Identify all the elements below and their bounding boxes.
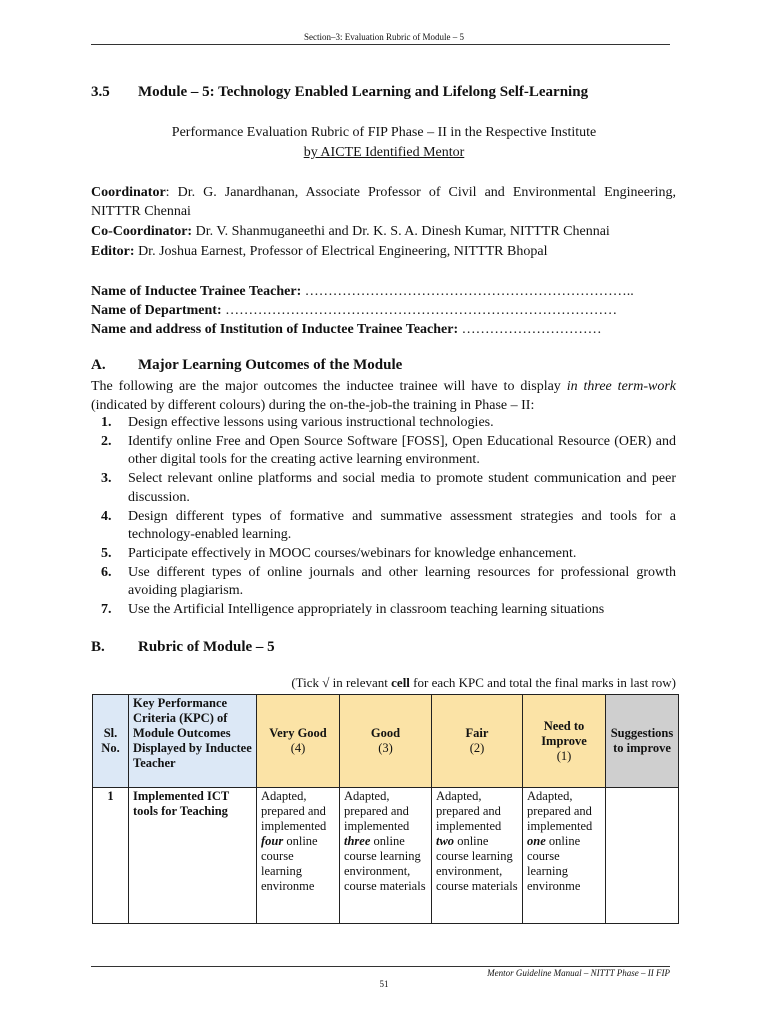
department-field[interactable] bbox=[91, 301, 676, 320]
vg-text-b: online course learning environme bbox=[261, 834, 318, 893]
good-label: Good bbox=[370, 726, 401, 740]
list-item bbox=[91, 508, 676, 545]
section-title: Module – 5: Technology Enabled Learning and Lifelong Self-Learning bbox=[138, 84, 589, 100]
row-sl: 1 bbox=[93, 788, 129, 924]
need-label: Need to Improve bbox=[541, 718, 587, 748]
page-number: 51 bbox=[379, 979, 389, 989]
g-emph: three bbox=[344, 834, 371, 848]
section-number: 3.5 bbox=[91, 84, 110, 100]
n-text-b: online course learning environme bbox=[527, 834, 581, 893]
intro-italic: in three term-work bbox=[566, 379, 677, 394]
department-label: Name of Department: bbox=[91, 303, 222, 318]
outcome-text: Use different types of online journals and other learning resources for professional growth avoiding plagiarism. bbox=[128, 564, 676, 599]
outcome-text: Use the Artificial Intelligence appropriately in classroom teaching learning situations bbox=[128, 602, 605, 618]
row-kpc: Implemented ICT tools for Teaching bbox=[129, 788, 257, 924]
list-item bbox=[91, 470, 676, 507]
section-b-title: Rubric of Module – 5 bbox=[138, 639, 275, 655]
cell-fair[interactable] bbox=[432, 788, 523, 924]
section-b-heading bbox=[91, 639, 275, 656]
editor-paragraph bbox=[91, 242, 676, 261]
editor-text: Dr. Joshua Earnest, Professor of Electrical Engineering, NITTTR Bhopal bbox=[134, 244, 548, 259]
outcome-number: 5. bbox=[101, 545, 112, 561]
coordinator-text: : Dr. G. Janardhanan, Associate Professor of Civil and Environmental Engineering, NITTTR Chennai bbox=[91, 185, 676, 219]
intro-part-2: (indicated by different colours) during the on-the-job-the training in Phase – II: bbox=[91, 398, 535, 413]
section-heading bbox=[91, 84, 588, 101]
section-a-intro bbox=[91, 377, 676, 415]
vg-text-a: Adapted, prepared and implemented bbox=[261, 789, 327, 833]
f-text-b: online course learning environment, course materials bbox=[436, 834, 518, 893]
section-a-letter: A. bbox=[91, 357, 106, 373]
editor-label: Editor: bbox=[91, 244, 135, 259]
outcomes-list bbox=[91, 414, 676, 620]
running-footer: Mentor Guideline Manual – NITTT Phase – II FIP bbox=[487, 968, 670, 978]
tick-note-a: (Tick √ in relevant bbox=[291, 675, 392, 690]
footer-rule bbox=[91, 966, 670, 967]
cocoordinator-text: Dr. V. Shanmuganeethi and Dr. K. S. A. Dinesh Kumar, NITTTR Chennai bbox=[192, 224, 610, 239]
f-emph: two bbox=[436, 834, 455, 848]
list-item bbox=[91, 564, 676, 601]
table-row bbox=[93, 788, 679, 924]
subtitle-line-1: Performance Evaluation Rubric of FIP Phase – II in the Respective Institute bbox=[171, 125, 597, 140]
cell-suggestions[interactable] bbox=[606, 788, 679, 924]
list-item bbox=[91, 433, 676, 470]
teacher-name-field[interactable] bbox=[91, 282, 676, 301]
coordinator-label: Coordinator bbox=[91, 185, 166, 200]
fair-label: Fair bbox=[465, 726, 489, 740]
teacher-name-label: Name of Inductee Trainee Teacher: bbox=[91, 284, 302, 299]
n-emph: one bbox=[527, 834, 546, 848]
header-kpc: Key Performance Criteria (KPC) of Module Outcomes Displayed by Inductee Teacher bbox=[129, 695, 257, 788]
header-good bbox=[340, 695, 432, 788]
outcome-number: 6. bbox=[101, 564, 112, 580]
outcome-number: 1. bbox=[101, 415, 112, 430]
subtitle-line-2 bbox=[0, 145, 768, 161]
subtitle-line-2-text: by AICTE Identified Mentor bbox=[303, 145, 465, 160]
n-text-a: Adapted, prepared and implemented bbox=[527, 789, 593, 833]
section-a-heading bbox=[91, 357, 402, 374]
very-good-score: (4) bbox=[290, 741, 306, 755]
cocoordinator-paragraph bbox=[91, 222, 676, 241]
institution-field[interactable] bbox=[91, 320, 676, 339]
outcome-number: 3. bbox=[101, 471, 112, 487]
intro-part-1: The following are the major outcomes the inductee trainee will have to display bbox=[91, 379, 567, 394]
header-rule bbox=[91, 44, 670, 45]
header-sl-no: Sl. No. bbox=[93, 695, 129, 788]
need-score: (1) bbox=[556, 748, 572, 763]
rubric-table bbox=[92, 694, 679, 924]
cell-good[interactable] bbox=[340, 788, 432, 924]
table-header-row bbox=[93, 695, 679, 788]
running-header: Section–3: Evaluation Rubric of Module – 5 bbox=[304, 32, 464, 42]
g-text-b: online course learning environment, course materials bbox=[344, 834, 426, 893]
coordinator-paragraph bbox=[91, 183, 676, 221]
outcome-number: 4. bbox=[101, 508, 112, 524]
section-b-letter: B. bbox=[91, 639, 105, 655]
good-score: (3) bbox=[378, 741, 393, 755]
outcome-text: Participate effectively in MOOC courses/webinars for knowledge enhancement. bbox=[128, 545, 577, 561]
outcome-text: Identify online Free and Open Source Software [FOSS], Open Educational Resource (OER) and other digital tools for the creating active learning environment. bbox=[128, 433, 676, 468]
section-a-title: Major Learning Outcomes of the Module bbox=[138, 357, 403, 373]
outcome-number: 7. bbox=[101, 602, 112, 618]
teacher-name-dots: …………………………………………………………….. bbox=[301, 284, 634, 299]
vg-emph: four bbox=[261, 834, 284, 848]
institution-label: Name and address of Institution of Inductee Trainee Teacher: bbox=[91, 322, 459, 337]
cell-need-to-improve[interactable] bbox=[523, 788, 606, 924]
outcome-text: Select relevant online platforms and social media to promote student communication and peer discussion. bbox=[128, 471, 676, 505]
header-need-to-improve bbox=[523, 695, 606, 788]
outcome-number: 2. bbox=[101, 433, 112, 449]
cocoordinator-label: Co-Coordinator: bbox=[91, 224, 193, 239]
tick-instruction bbox=[291, 675, 676, 691]
department-dots: ………………………………………………………………………… bbox=[221, 303, 618, 318]
outcome-text: Design different types of formative and summative assessment strategies and tools for a technology-enabled learning. bbox=[128, 508, 676, 543]
header-suggestions: Suggestions to improve bbox=[606, 695, 679, 788]
header-very-good bbox=[257, 695, 340, 788]
tick-note-c: for each KPC and total the final marks in last row) bbox=[409, 675, 676, 690]
institution-dots: ………………………… bbox=[458, 322, 602, 337]
very-good-label: Very Good bbox=[269, 726, 327, 740]
fair-score: (2) bbox=[469, 741, 485, 755]
list-item bbox=[91, 545, 676, 564]
list-item bbox=[91, 601, 676, 620]
outcome-text: Design effective lessons using various instructional technologies. bbox=[128, 415, 494, 430]
list-item bbox=[91, 414, 676, 433]
g-text-a: Adapted, prepared and implemented bbox=[344, 789, 410, 833]
tick-note-cell: cell bbox=[391, 675, 410, 690]
cell-very-good[interactable] bbox=[257, 788, 340, 924]
f-text-a: Adapted, prepared and implemented bbox=[436, 789, 502, 833]
header-fair bbox=[432, 695, 523, 788]
